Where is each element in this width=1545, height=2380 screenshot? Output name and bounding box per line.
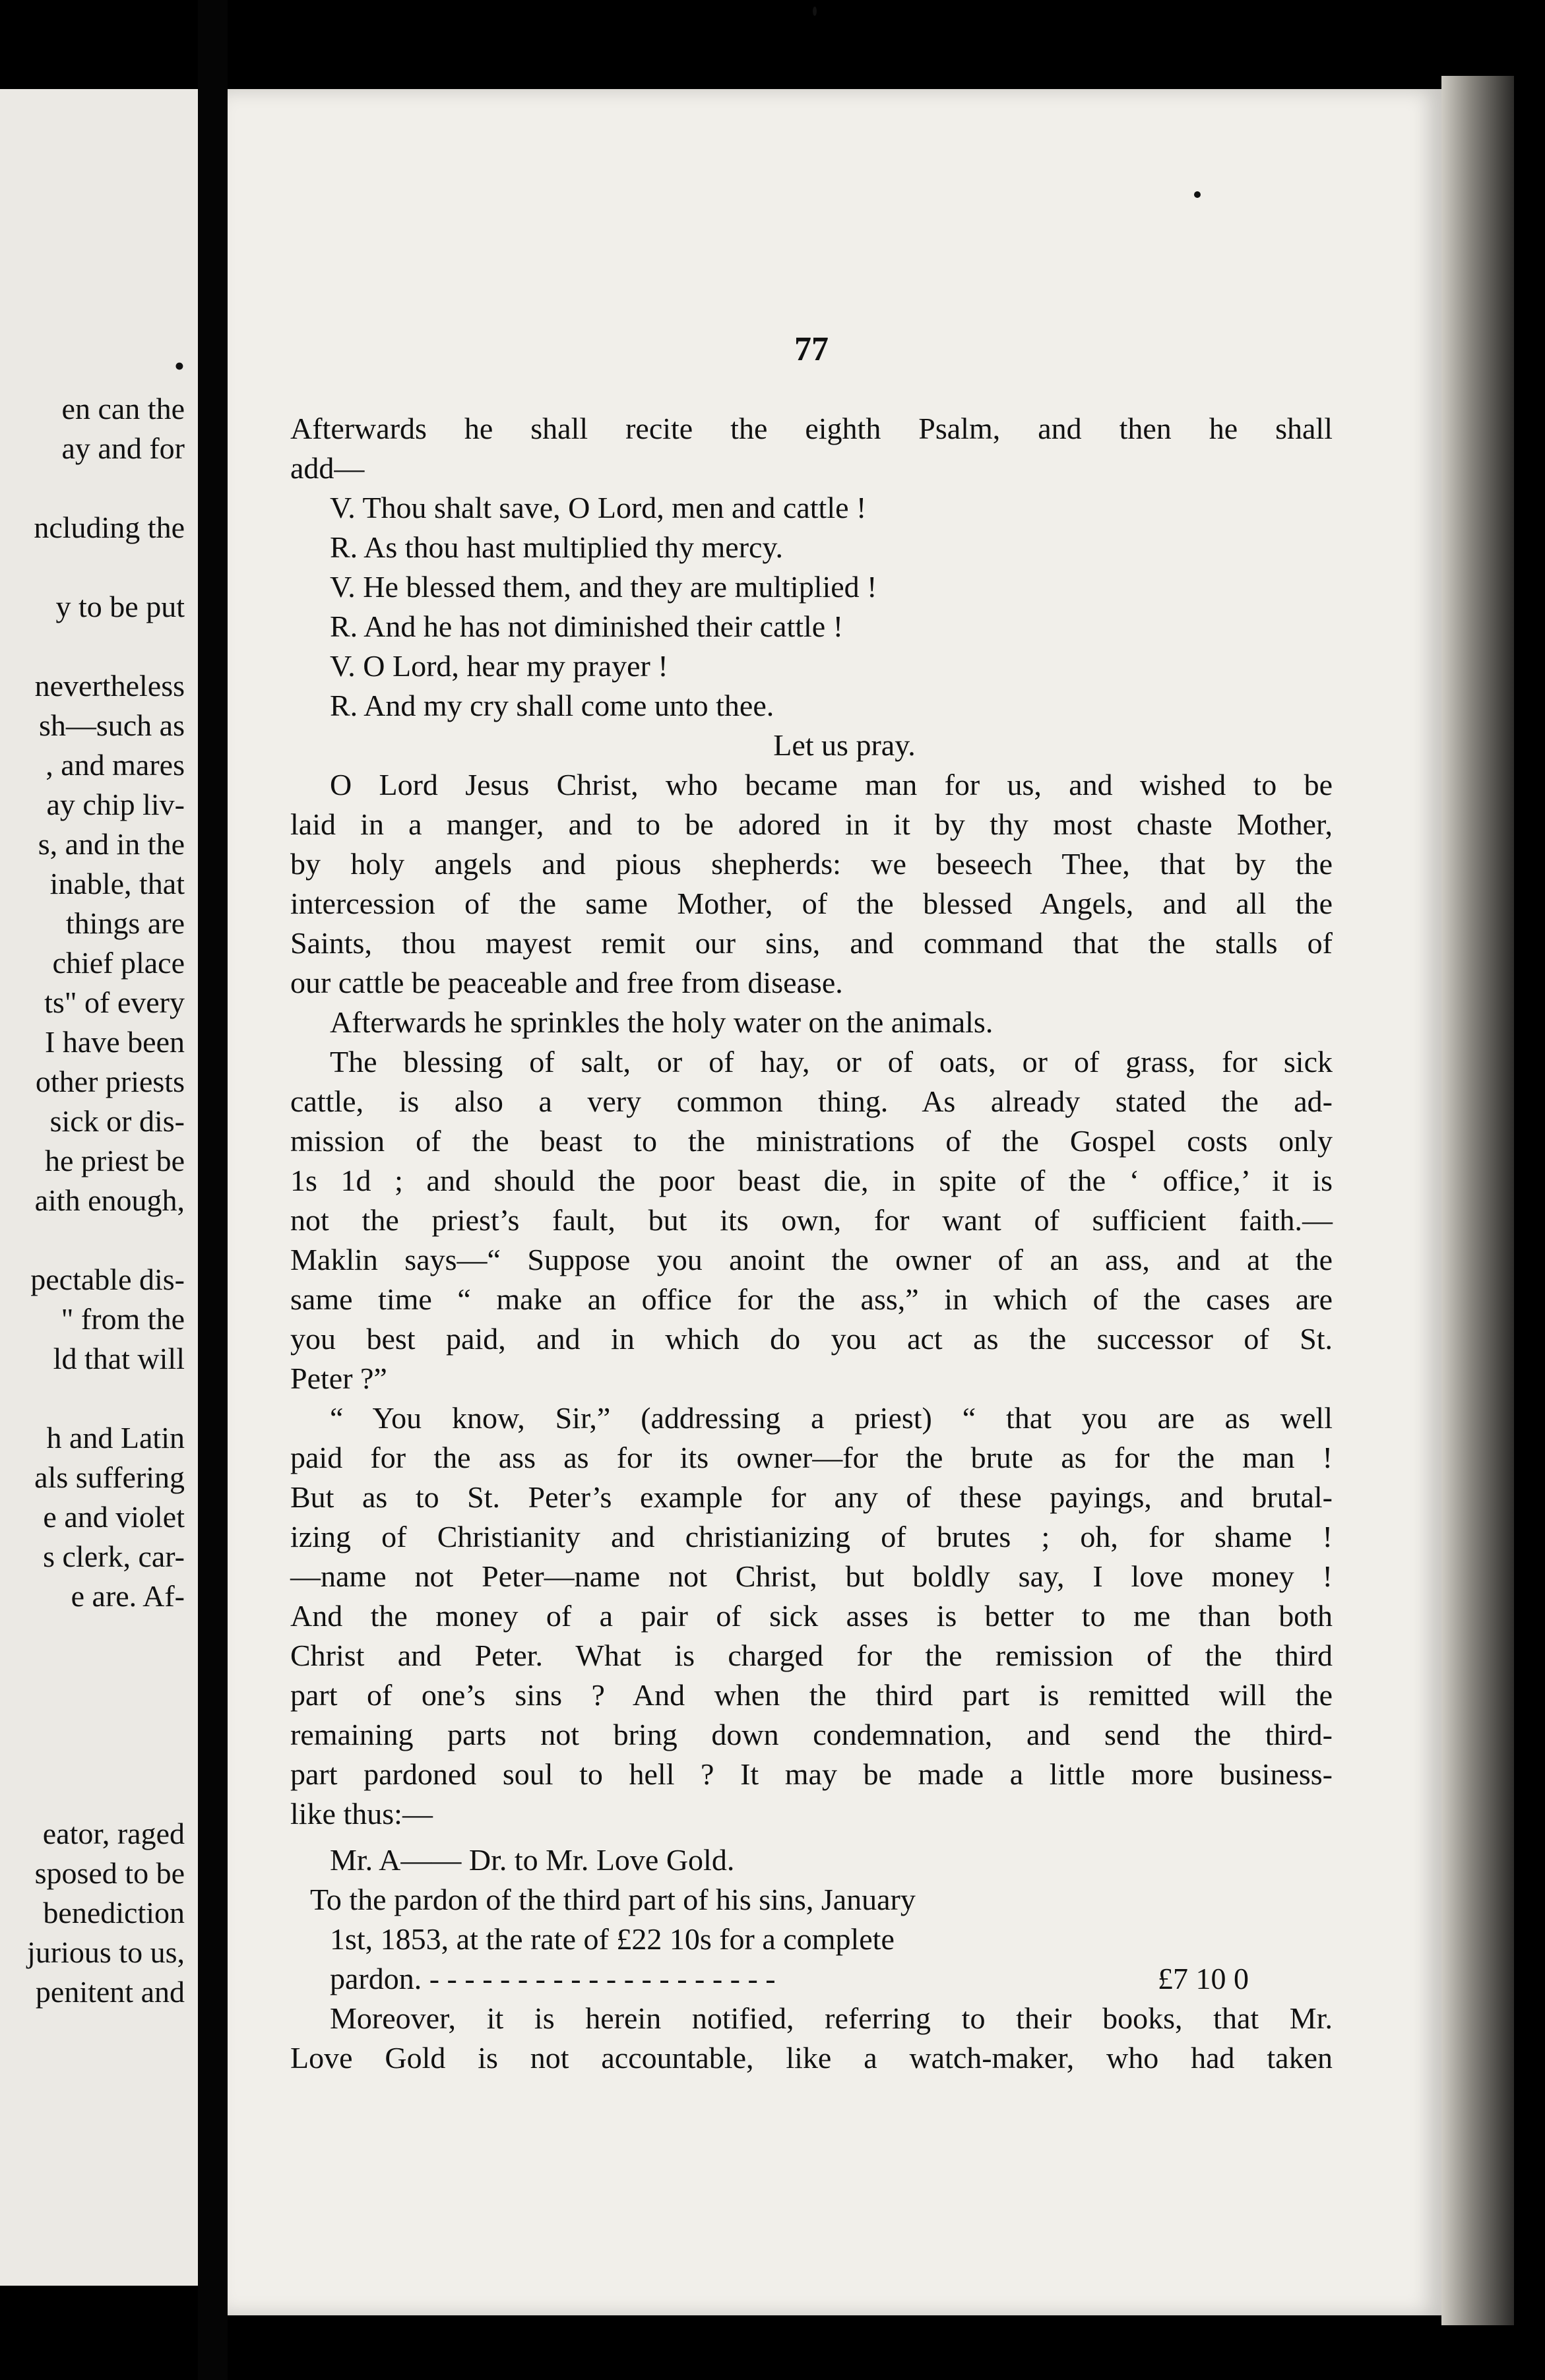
account-heading: Mr. A—— Dr. to Mr. Love Gold. <box>330 1843 735 1877</box>
text-line: Christ and Peter. What is charged for the remission of the third <box>290 1639 1333 1672</box>
account-line: 1st, 1853, at the rate of £22 10s for a complete <box>330 1922 895 1956</box>
left-fragment: ay chip liv- <box>46 788 185 821</box>
text-line: add— <box>290 451 365 485</box>
left-fragment: pectable dis- <box>30 1263 185 1296</box>
ink-speck <box>813 7 817 16</box>
text-line: Saints, thou mayest remit our sins, and command that the stalls of <box>290 926 1333 960</box>
left-fragment: ts" of every <box>44 986 185 1019</box>
response-line: R. As thou hast multiplied thy mercy. <box>330 530 783 564</box>
left-fragment: " from the <box>61 1302 185 1336</box>
text-line: paid for the ass as for its owner—for the brute as for the man ! <box>290 1441 1333 1474</box>
left-fragment: penitent and <box>35 1975 185 2009</box>
left-fragment: s, and in the <box>38 827 185 861</box>
text-line: Maklin says—“ Suppose you anoint the owner of an ass, and at the <box>290 1243 1333 1276</box>
text-line: Afterwards he sprinkles the holy water on the animals. <box>330 1005 993 1039</box>
text-line: O Lord Jesus Christ, who became man for us, and wished to be <box>330 768 1333 801</box>
left-fragment: , and mares <box>46 748 185 782</box>
left-fragment: aith enough, <box>34 1183 185 1217</box>
text-line: Peter ?” <box>290 1362 387 1395</box>
left-fragment: ld that will <box>53 1342 185 1375</box>
text-line: Afterwards he shall recite the eighth Psalm, and then he shall <box>290 412 1333 445</box>
left-page <box>0 89 198 2286</box>
account-line: To the pardon of the third part of his sins, January <box>310 1883 916 1916</box>
left-fragment: other priests <box>35 1065 185 1098</box>
left-fragment: ay and for <box>61 431 185 465</box>
response-line: R. And my cry shall come unto thee. <box>330 689 774 722</box>
text-line: “ You know, Sir,” (addressing a priest) “ that you are as well <box>330 1401 1333 1435</box>
left-fragment: sh—such as <box>38 708 185 742</box>
text-line: izing of Christianity and christianizing of brutes ; oh, for shame ! <box>290 1520 1333 1553</box>
text-line: same time “ make an office for the ass,” in which of the cases are <box>290 1282 1333 1316</box>
account-amount: £7 10 0 <box>1158 1962 1249 1995</box>
text-line: cattle, is also a very common thing. As already stated the ad- <box>290 1084 1333 1118</box>
text-line: laid in a manger, and to be adored in it by thy most chaste Mother, <box>290 807 1333 841</box>
text-line: Love Gold is not accountable, like a watch-maker, who had taken <box>290 2041 1333 2075</box>
left-fragment: chief place <box>52 946 185 980</box>
left-fragment: e are. Af- <box>71 1579 185 1613</box>
text-line: Moreover, it is herein notified, referring to their books, that Mr. <box>330 2001 1333 2035</box>
left-fragment: benediction <box>43 1896 185 1929</box>
left-fragment: sposed to be <box>34 1856 185 1890</box>
response-line: R. And he has not diminished their cattle ! <box>330 610 844 643</box>
text-line: mission of the beast to the ministrations of the Gospel costs only <box>290 1124 1333 1158</box>
text-line: part pardoned soul to hell ? It may be made a little more business- <box>290 1757 1333 1791</box>
left-fragment: e and violet <box>43 1500 185 1534</box>
left-fragment: inable, that <box>49 867 185 900</box>
text-line: intercession of the same Mother, of the blessed Angels, and all the <box>290 887 1333 920</box>
left-fragment: sick or dis- <box>49 1104 185 1138</box>
text-line: like thus:— <box>290 1797 433 1831</box>
account-line: pardon. - - - - - - - - - - - - - - - - - - - - <box>330 1962 776 1995</box>
text-line: you best paid, and in which do you act as the successor of St. <box>290 1322 1333 1356</box>
left-fragment: eator, raged <box>42 1817 185 1850</box>
book-gutter <box>198 0 228 2380</box>
text-line: part of one’s sins ? And when the third part is remitted will the <box>290 1678 1333 1712</box>
versicle-line: V. Thou shalt save, O Lord, men and cattle ! <box>330 491 867 524</box>
text-line: not the priest’s fault, but its own, for want of sufficient faith.— <box>290 1203 1333 1237</box>
page-number: 77 <box>794 330 829 368</box>
text-line: remaining parts not bring down condemnation, and send the third- <box>290 1718 1333 1751</box>
page-mark: • <box>173 349 185 383</box>
left-fragment: I have been <box>45 1025 185 1059</box>
text-line: The blessing of salt, or of hay, or of oats, or of grass, for sick <box>330 1045 1333 1079</box>
text-line: by holy angels and pious shepherds: we beseech Thee, that by the <box>290 847 1333 881</box>
left-fragment: jurious to us, <box>27 1935 185 1969</box>
versicle-line: V. O Lord, hear my prayer ! <box>330 649 668 683</box>
left-fragment: he priest be <box>44 1144 185 1177</box>
left-fragment: ncluding the <box>34 511 185 544</box>
text-line: 1s 1d ; and should the poor beast die, in spite of the ‘ office,’ it is <box>290 1164 1333 1197</box>
ink-speck <box>1194 191 1201 198</box>
page-edge <box>1441 76 1514 2325</box>
left-fragment: s clerk, car- <box>43 1540 185 1573</box>
text-line: our cattle be peaceable and free from disease. <box>290 966 843 999</box>
left-fragment: en can the <box>61 392 185 425</box>
text-line: And the money of a pair of sick asses is better to me than both <box>290 1599 1333 1633</box>
left-fragment: nevertheless <box>34 669 185 703</box>
text-line: —name not Peter—name not Christ, but boldly say, I love money ! <box>290 1559 1333 1593</box>
section-heading: Let us pray. <box>773 728 916 762</box>
left-fragment: things are <box>65 906 185 940</box>
versicle-line: V. He blessed them, and they are multiplied ! <box>330 570 877 604</box>
text-line: But as to St. Peter’s example for any of these payings, and brutal- <box>290 1480 1333 1514</box>
left-fragment: als suffering <box>34 1460 185 1494</box>
left-fragment: h and Latin <box>46 1421 185 1455</box>
left-fragment: y to be put <box>55 590 185 623</box>
